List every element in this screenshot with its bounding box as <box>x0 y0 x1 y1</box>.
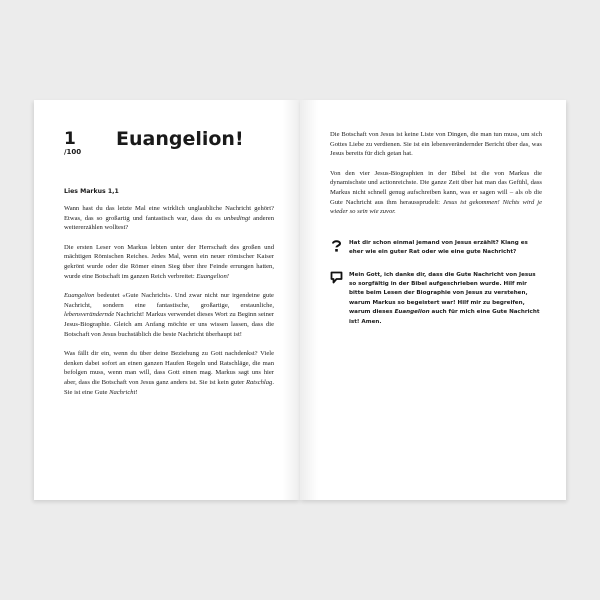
text-run: Hat dir schon einmal jemand von Jesus erzählt? Klang es eher wie ein guter Rat oder wie eine gute Nachricht? <box>349 239 528 256</box>
open-book <box>34 100 566 500</box>
question-mark-icon <box>330 239 343 252</box>
emphasized-text: unbedingt <box>223 214 251 222</box>
text-run: Die ersten Leser von Markus lebten unter der Herrschaft des großen und mächtigen Römischen Reiches. Jedes Mal, wenn ein neuer römischer Kaiser gekrönt wurde oder die Römer einen Sieg über ihre Feinde errungen hatten, wurde eine Botschaft im ganzen Reich verbreitet: <box>64 243 274 280</box>
right-page-content <box>330 130 542 340</box>
text-run: Was fällt dir ein, wenn du über deine Beziehung zu Gott nachdenkst? Viele denken dabei sofort an einen ganzen Haufen Regeln und Ratschläge, die man befolgen muss, wenn man will, dass Gott einen mag. Markus sagt uns hier aber, dass die Botschaft von Jesus ganz anders ist. Sie ist kein guter <box>64 350 274 386</box>
body-paragraph <box>64 291 274 339</box>
body-paragraph <box>64 204 274 233</box>
right-page <box>300 100 566 500</box>
question-text <box>349 239 542 258</box>
text-run: Von den vier Jesus-Biographien in der Bibel ist die von Markus die dynamischste und actionreichste. Die ganze Zeit über hat man das Gefühl, dass Markus nicht schnell genug aufschreiben kann, was er sagen will – als ob die Gute Nachricht aus ihm heraussprudelt: <box>330 169 542 206</box>
emphasized-text: Euangelion <box>394 309 430 316</box>
gutter-shadow <box>300 100 318 500</box>
chapter-number: 1 <box>64 129 76 149</box>
bible-passage-reference: Lies Markus 1,1 <box>64 188 119 195</box>
body-paragraph <box>64 349 274 397</box>
chapter-title: Euangelion! <box>116 128 244 150</box>
text-run: anderen weitererzählen wolltest? <box>64 214 274 232</box>
emphasized-text: Euangelion! <box>196 272 229 280</box>
speech-bubble-icon <box>330 271 343 284</box>
emphasized-text: Ratschlag <box>245 378 273 386</box>
emphasized-text: Nachricht <box>109 388 136 396</box>
left-page-content <box>64 130 274 407</box>
left-page <box>34 100 300 500</box>
text-run: Nachricht! Markus verwendet dieses Wort zu Beginn seiner Jesus-Biographie. Gleich am Anfang möchte er uns wissen lassen, dass die Botschaft von Jesus buchstäblich die beste Nachricht überhaupt ist! <box>64 311 274 338</box>
text-run: bedeutet «Gute Nachricht». Und zwar nicht nur irgendeine gute Nachricht, sondern eine fantastische, großartige, erstaunliche, <box>64 292 274 309</box>
gutter-shadow <box>282 100 300 500</box>
text-run: . Sie ist eine Gute <box>64 378 274 396</box>
prayer-block <box>330 271 542 327</box>
body-paragraph <box>64 243 274 281</box>
text-run: Mein Gott, ich danke dir, dass die Gute Nachricht von Jesus so sorgfältig in der Bibel aufgeschrieben wurde. Hilf mir bitte beim Lesen der Biographie von Jesus zu verstehen, warum Markus so begeistert war! Hilf mir zu begreifen, warum dieses <box>349 271 536 316</box>
body-paragraph <box>330 169 542 217</box>
chapter-heading <box>64 130 274 160</box>
text-run: ! <box>135 388 138 396</box>
prayer-text <box>349 271 542 327</box>
emphasized-text: Jesus ist gekommen! Nichts wird je wieder so sein wie zuvor. <box>330 198 542 216</box>
chapter-total: /100 <box>64 148 82 156</box>
reflection-question <box>330 239 542 258</box>
text-run: auch für mich eine Gute Nachricht ist! Amen. <box>349 309 540 325</box>
text-run: Wann hast du das letzte Mal eine wirklich unglaubliche Nachricht gehört? Etwas, das so großartig und fantastisch war, dass du es <box>64 205 274 222</box>
body-paragraph <box>330 130 542 159</box>
emphasized-text: lebensverändernde <box>64 311 115 319</box>
text-run: Die Botschaft von Jesus ist keine Liste von Dingen, die man tun muss, um sich Gottes Liebe zu verdienen. Sie ist ein lebensverändernder Bericht über das, was Jesus bereits für dich getan hat. <box>330 131 542 158</box>
emphasized-text: Euangelion <box>64 292 95 300</box>
